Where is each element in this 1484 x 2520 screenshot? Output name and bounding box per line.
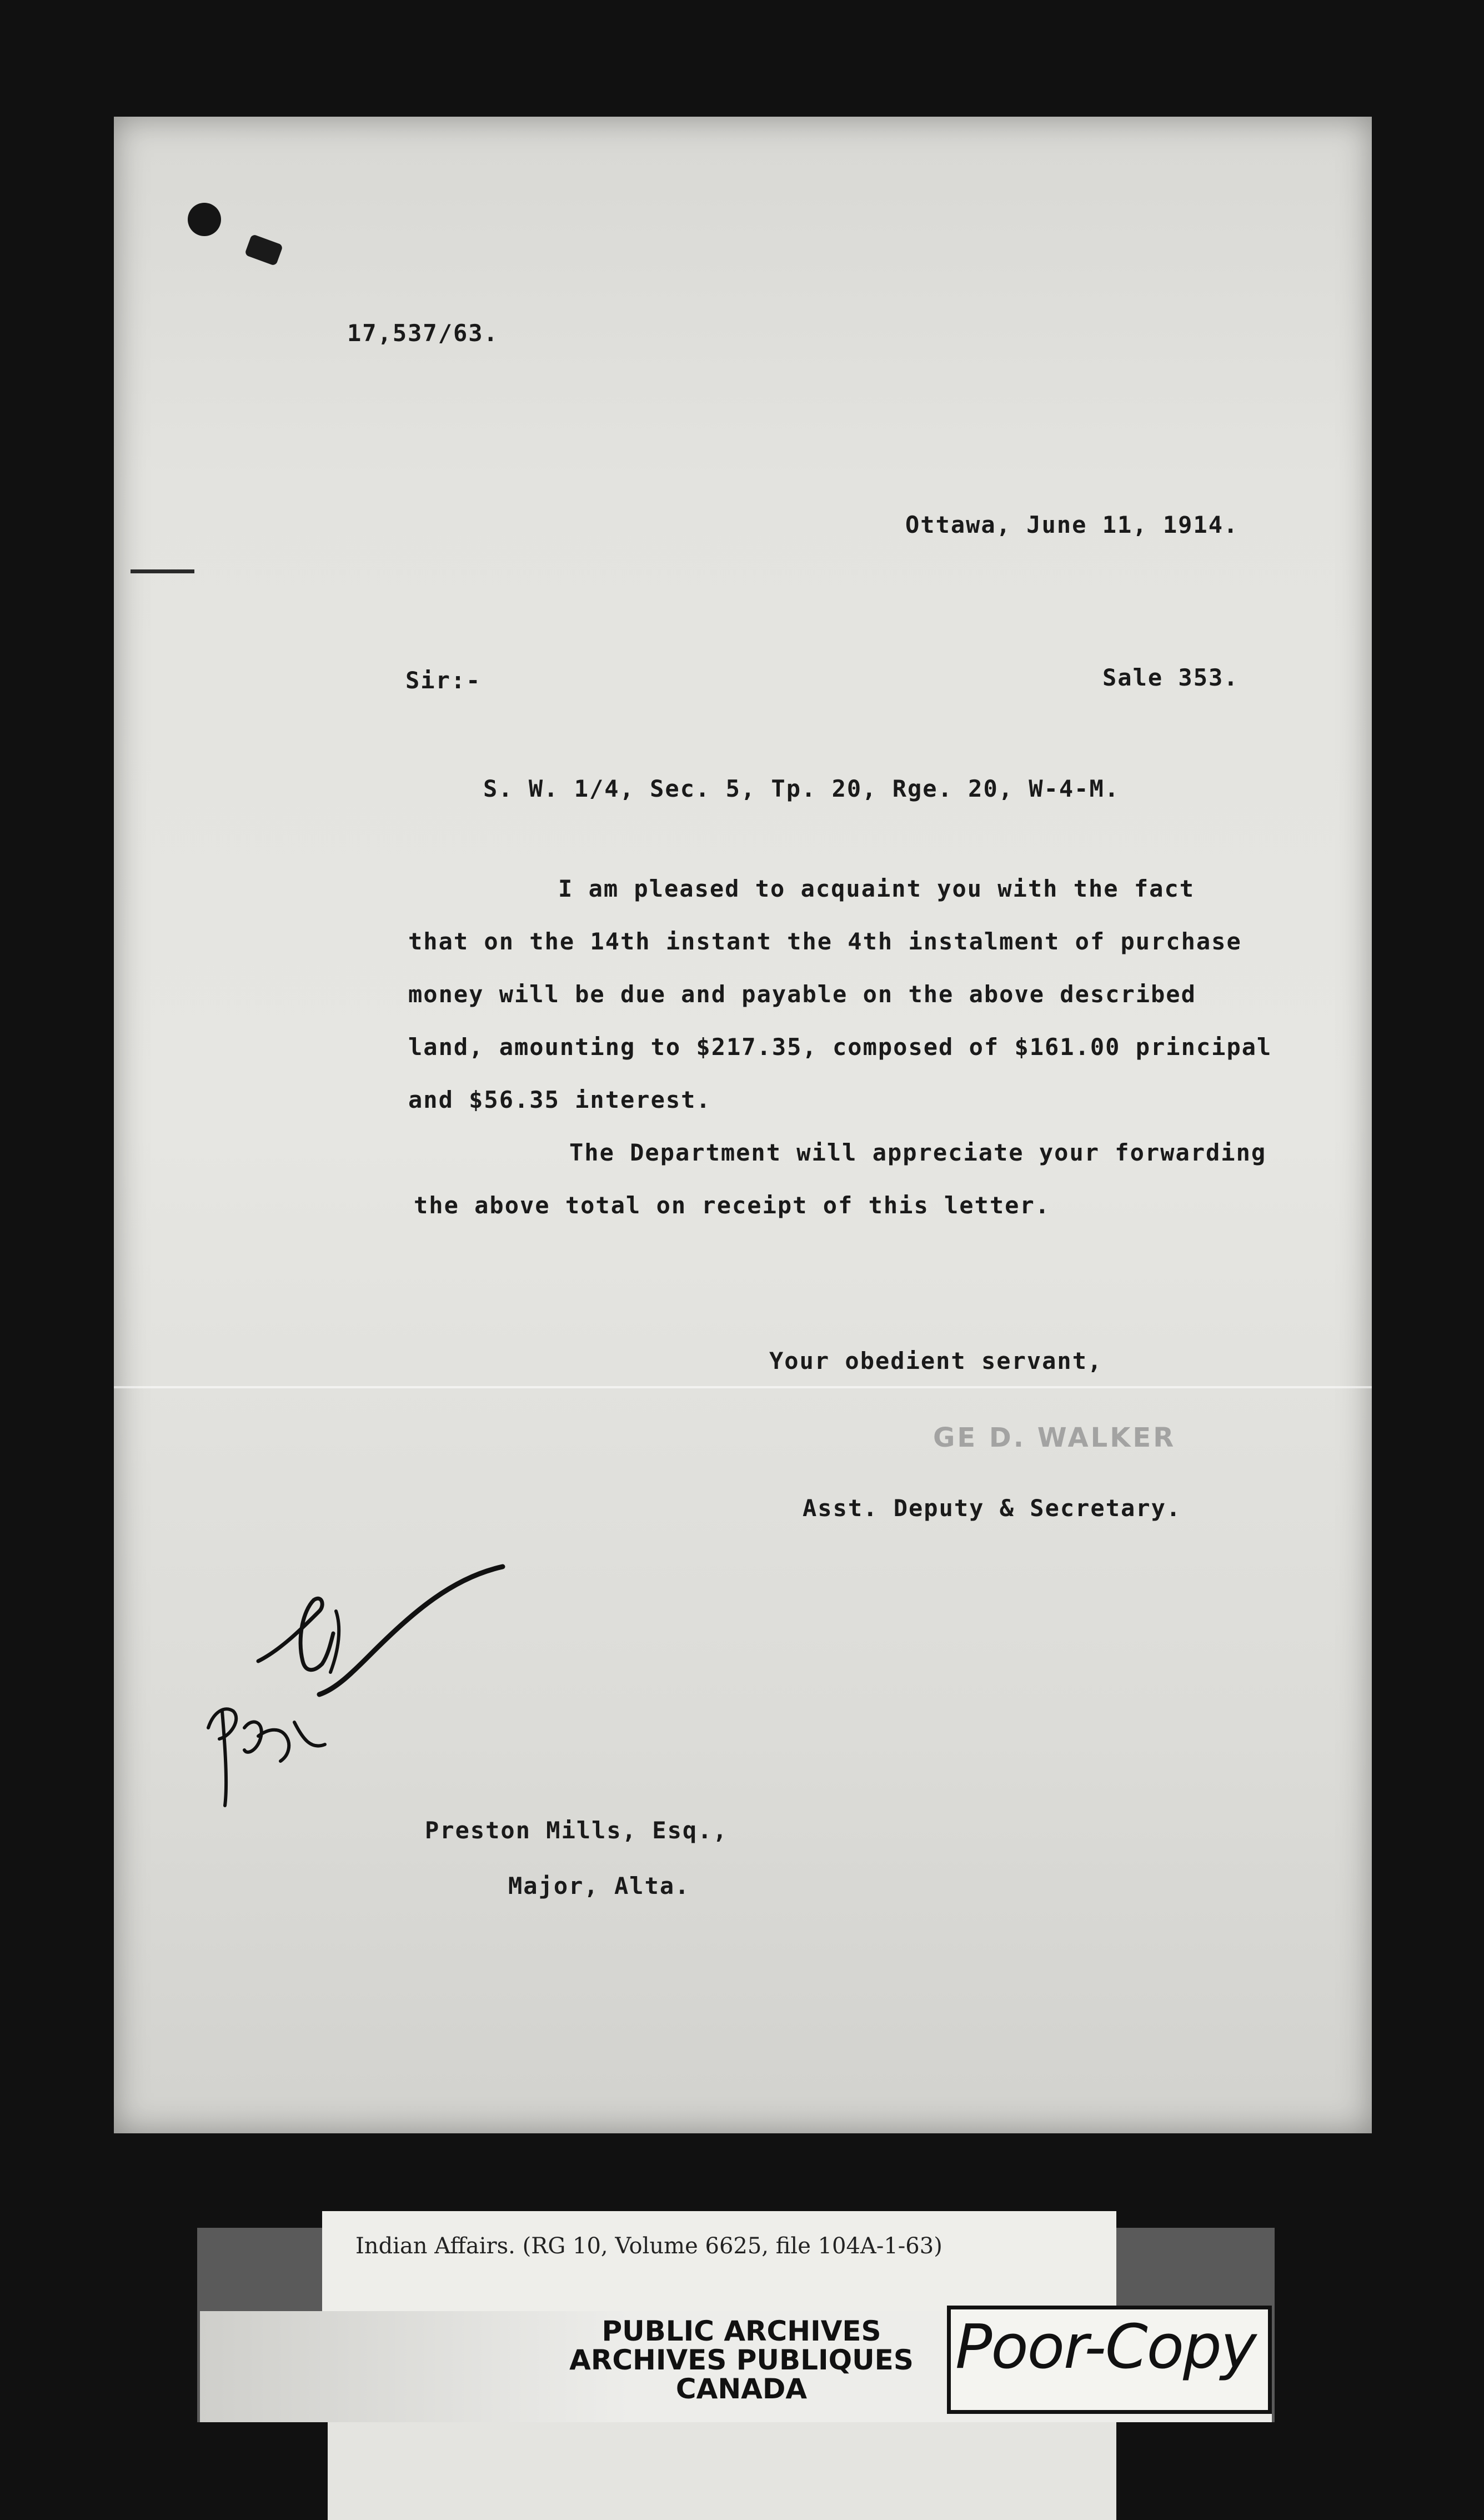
sale-reference: Sale 353. [1102,664,1239,691]
addressee-name: Preston Mills, Esq., [425,1817,728,1844]
body-line: that on the 14th instant the 4th instalment of purchase [408,928,1242,955]
archive-stamp-line: ARCHIVES PUBLIQUES [569,2344,914,2376]
stamped-signature-name: GE D. WALKER [933,1422,1176,1453]
handwritten-initials [192,1544,514,1856]
punch-hole-mark [188,203,221,236]
reference-card-lower [328,2411,1116,2520]
body-line: money will be due and payable on the above described [408,981,1196,1008]
archive-stamp-line: CANADA [675,2373,808,2405]
letter-page [114,117,1372,2133]
page-fold-line [114,1386,1372,1388]
addressee-place: Major, Alta. [508,1872,690,1899]
signatory-title: Asst. Deputy & Secretary. [803,1494,1182,1522]
closing-line: Your obedient servant, [769,1347,1103,1374]
body-line: I am pleased to acquaint you with the fact [558,875,1195,902]
body-line: land, amounting to $217.35, composed of $161.00 principal [408,1033,1272,1061]
date-line: Ottawa, June 11, 1914. [905,511,1239,538]
archive-stamp-line: PUBLIC ARCHIVES [601,2315,881,2347]
body-line: The Department will appreciate your forwarding [569,1139,1267,1166]
body-line: the above total on receipt of this letter. [414,1192,1051,1219]
legal-description: S. W. 1/4, Sec. 5, Tp. 20, Rge. 20, W-4-M. [483,775,1120,802]
archive-reference: Indian Affairs. (RG 10, Volume 6625, file 104A-1-63) [355,2233,942,2259]
file-number: 17,537/63. [347,319,499,347]
public-archives-stamp [547,2317,936,2403]
poor-copy-note: Poor-Copy [955,2311,1256,2382]
margin-dash [131,569,194,573]
body-line: and $56.35 interest. [408,1086,711,1113]
salutation: Sir:- [405,667,482,694]
clip-mark [244,234,283,266]
